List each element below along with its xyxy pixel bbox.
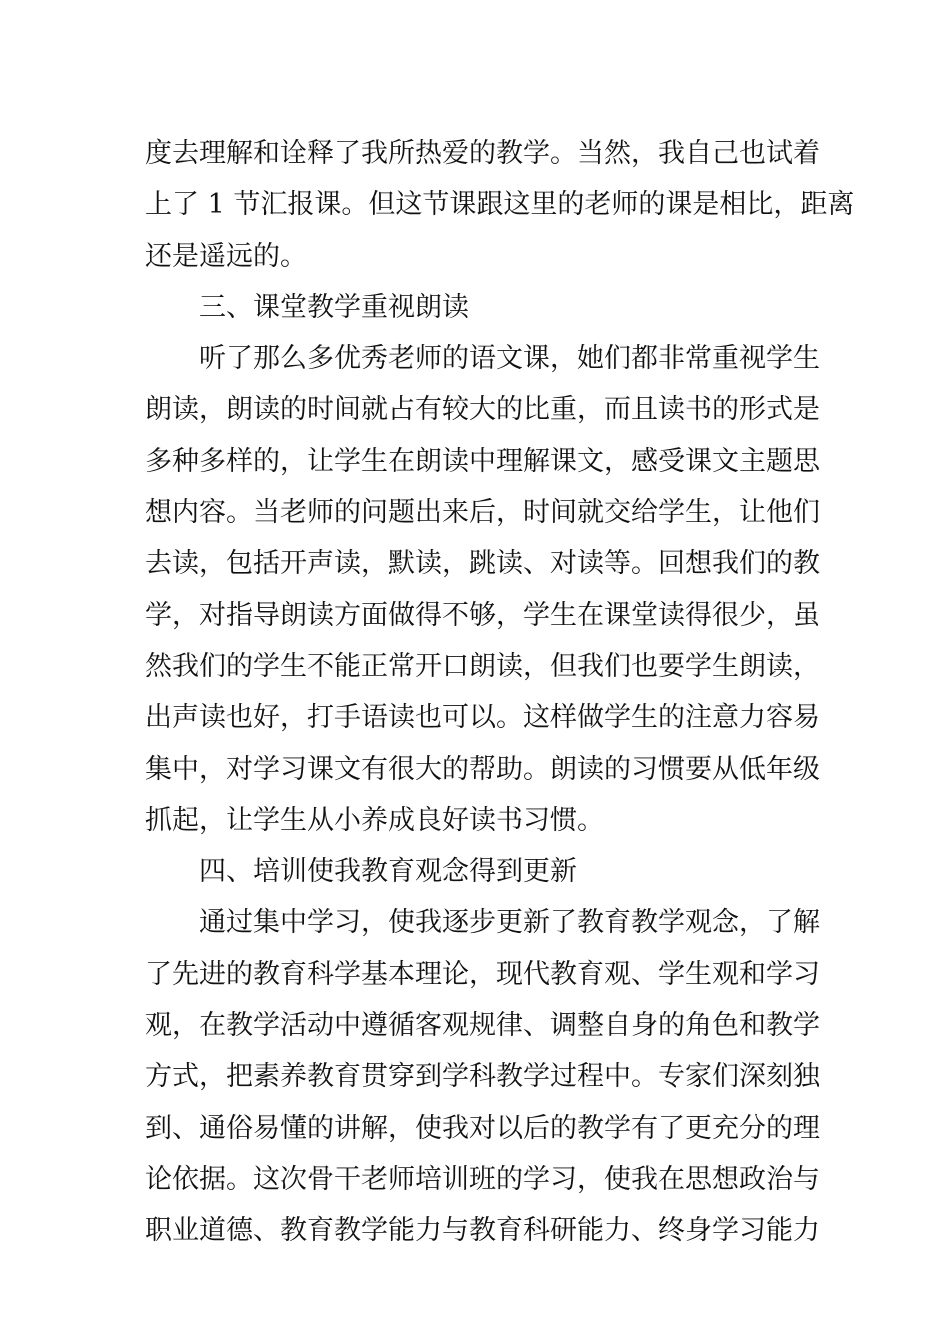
section-heading-4: 四、培训使我教育观念得到更新 [199, 856, 577, 888]
section-heading-3: 三、课堂教学重视朗读 [199, 291, 469, 323]
paragraph-line: 度去理解和诠释了我所热爱的教学。当然，我自己也试着 [145, 138, 820, 169]
document-body [145, 128, 855, 1257]
paragraph-line: 听了那么多优秀老师的语文课，她们都非常重视学生 [199, 343, 820, 375]
paragraph-line: 去读，包括开声读，默读，跳读、对读等。回想我们的教 [145, 548, 820, 580]
paragraph-line: 出声读也好，打手语读也可以。这样做学生的注意力容易 [145, 702, 820, 734]
paragraph-line: 了先进的教育科学基本理论，现代教育观、学生观和学习 [145, 958, 820, 990]
paragraph-line: 到、通俗易懂的讲解，使我对以后的教学有了更充分的理 [145, 1112, 820, 1144]
paragraph-line: 多种多样的，让学生在朗读中理解课文，感受课文主题思 [145, 445, 820, 477]
paragraph-line: 还是遥远的。 [145, 240, 307, 272]
paragraph-line: 通过集中学习，使我逐步更新了教育教学观念，了解 [199, 907, 820, 939]
paragraph-line: 上了 1 节汇报课。但这节课跟这里的老师的课是相比，距离 [145, 189, 855, 221]
paragraph-line: 观，在教学活动中遵循客观规律、调整自身的角色和教学 [145, 1010, 820, 1042]
paragraph-line: 然我们的学生不能正常开口朗读，但我们也要学生朗读， [145, 650, 820, 682]
paragraph-line: 职业道德、教育教学能力与教育科研能力、终身学习能力 [145, 1215, 820, 1247]
paragraph-line: 方式，把素养教育贯穿到学科教学过程中。专家们深刻独 [145, 1061, 820, 1093]
paragraph-line: 论依据。这次骨干老师培训班的学习，使我在思想政治与 [145, 1163, 820, 1195]
paragraph-line: 想内容。当老师的问题出来后，时间就交给学生，让他们 [145, 497, 820, 529]
paragraph-line: 朗读，朗读的时间就占有较大的比重，而且读书的形式是 [145, 394, 820, 426]
paragraph-line: 学，对指导朗读方面做得不够，学生在课堂读得很少，虽 [145, 599, 820, 631]
paragraph-line: 集中，对学习课文有很大的帮助。朗读的习惯要从低年级 [145, 753, 820, 785]
paragraph-line: 抓起，让学生从小养成良好读书习惯。 [145, 804, 604, 836]
